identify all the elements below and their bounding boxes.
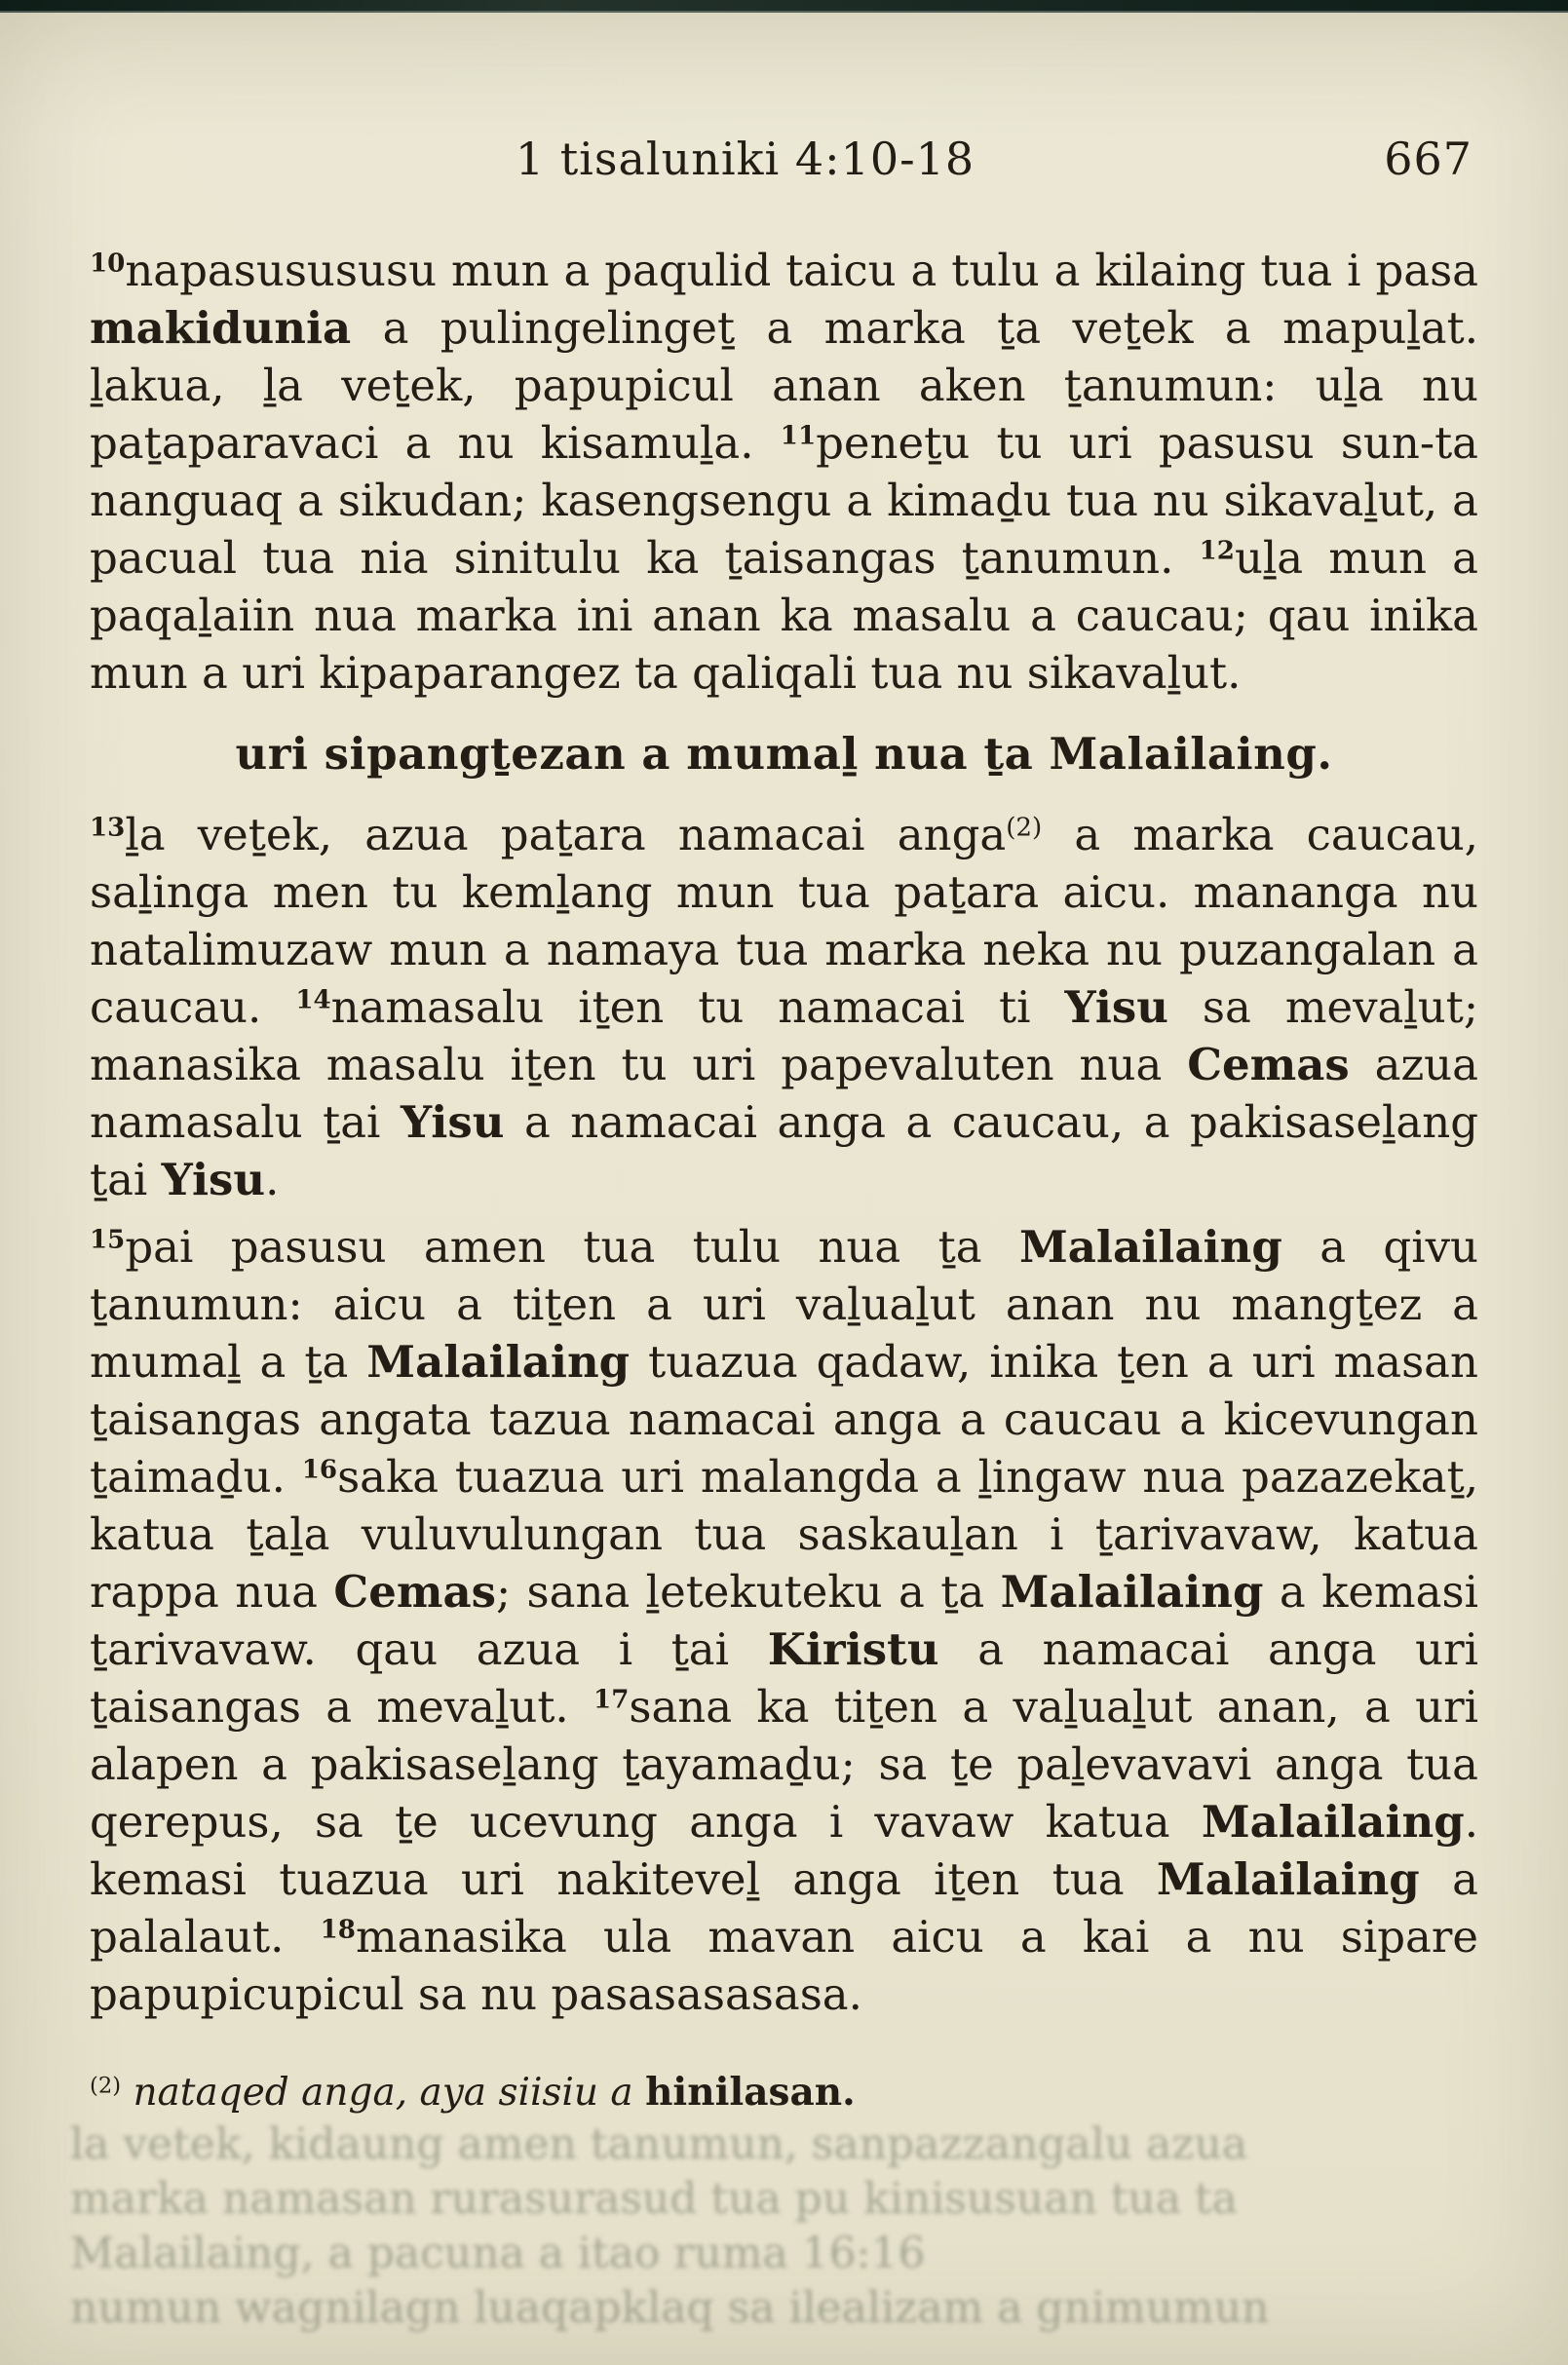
text-block: [90, 242, 1478, 2155]
verse-paragraph-10-12: $^{10}$napasusususu mun a paqulid taicu a tulu a kilaing tua i pasa makidunia a pulingelingeṯ a marka ṯa veṯek a mapuḻat. ḻakua, ḻa veṯek, papupicul anan aken ṯanumun: uḻa nu paṯaparavaci a nu kisamuḻa. $^{11}$peneṯu tu uri pasusu sun-ta nanguaq a sikudan; kasengsengu a kimaḏu tua nu sikavaḻut, a pacual tua nia sinitulu ka ṯaisangas ṯanumun. $^{12}$uḻa mun a paqaḻaiin nua marka ini anan ka masalu a caucau; qau inika mun a uri kipaparangez ta qaliqali tua nu sikavaḻut.: [90, 245, 1478, 699]
page-header: [90, 133, 1478, 195]
bleedthrough-text: [70, 2117, 1498, 2336]
footnote: $^{(2)}$ nataqed anga, aya siisiu a hinilasan.: [90, 2070, 856, 2115]
scan-top-edge: [0, 0, 1568, 13]
bleedthrough-line: Malailaing, a pacuna a itao ruma 16:16: [70, 2229, 926, 2278]
verse-paragraph-13-14: $^{13}$ḻa veṯek, azua paṯara namacai anga$^{(2)}$ a marka caucau, saḻinga men tu kemḻang mun tua paṯara aicu. mananga nu natalimuzaw mun a namaya tua marka neka nu puzangalan a caucau. $^{14}$namasalu iṯen tu namacai ti Yisu sa mevaḻut; manasika masalu iṯen tu uri papevaluten nua Cemas azua namasalu ṯai Yisu a namacai anga a caucau, a pakisaseḻang ṯai Yisu.: [90, 809, 1478, 1205]
bleedthrough-line: numun wagnilagn luaqapklaq sa ilealizam a gnimumun: [70, 2283, 1270, 2333]
chapter-reference: 1 tisaluniki 4:10-18: [515, 133, 975, 185]
bleedthrough-line: marka namasan rurasurasud tua pu kinisusuan tua ta: [70, 2174, 1238, 2224]
verse-paragraph-15-18: $^{15}$pai pasusu amen tua tulu nua ṯa Malailaing a qivu ṯanumun: aicu a tiṯen a uri vaḻuaḻut anan nu mangṯez a mumaḻ a ṯa Malailaing tuazua qadaw, inika ṯen a uri masan ṯaisangas angata tazua namacai anga a caucau a kicevungan ṯaimaḏu. $^{16}$saka tuazua uri malangda a ḻingaw nua pazazekaṯ, katua ṯaḻa vuluvulungan tua saskauḻan i ṯarivavaw, katua rappa nua Cemas; sana ḻetekuteku a ṯa Malailaing a kemasi ṯarivavaw. qau azua i ṯai Kiristu a namacai anga uri ṯaisangas a mevaḻut. $^{17}$sana ka tiṯen a vaḻuaḻut anan, a uri alapen a pakisaseḻang ṯayamaḏu; sa ṯe paḻevavavi anga tua qerepus, sa ṯe ucevung anga i vavaw katua Malailaing. kemasi tuazua uri nakiteveḻ anga iṯen tua Malailaing a palalaut. $^{18}$manasika ula mavan aicu a kai a nu sipare papupicupicul sa nu pasasasasasa.: [90, 1221, 1479, 2020]
section-heading: uri sipangṯezan a mumaḻ nua ṯa Malailaing.: [235, 728, 1333, 780]
page-number: 667: [1384, 133, 1472, 185]
bleedthrough-line: la vetek, kidaung amen tanumun, sanpazzangalu azua: [70, 2119, 1248, 2169]
